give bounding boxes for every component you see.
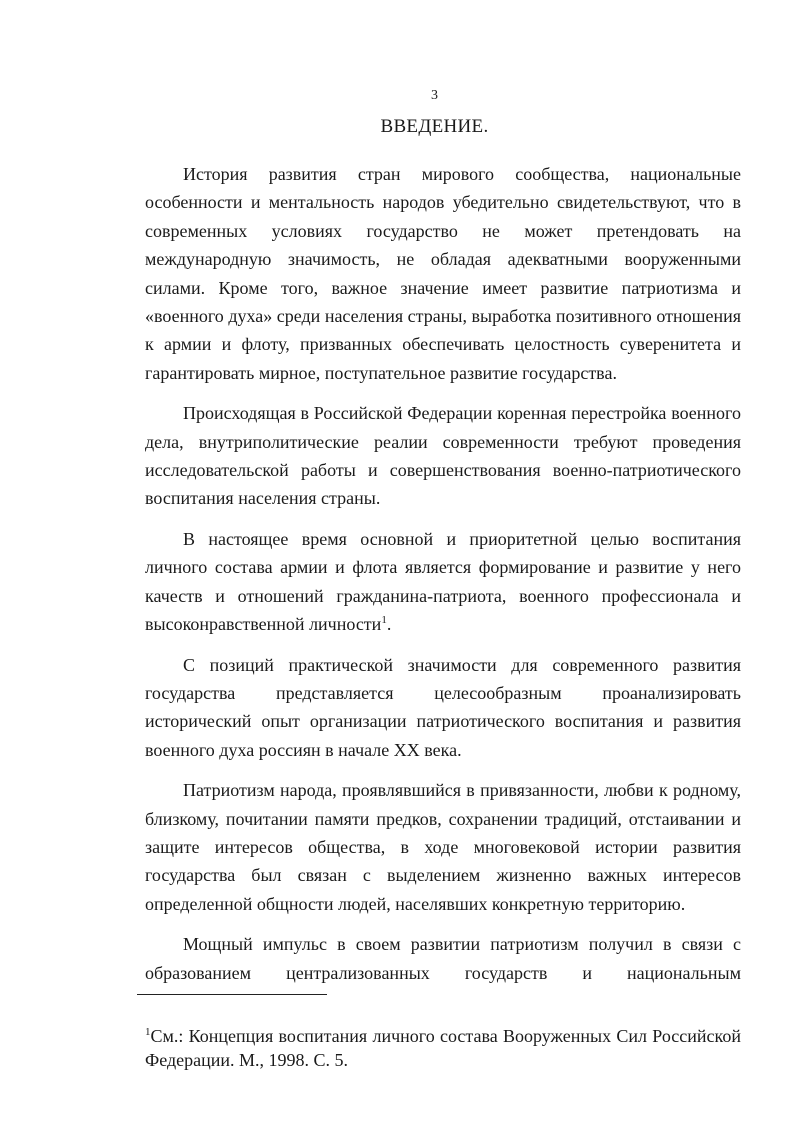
paragraph-3-tail: .	[386, 614, 392, 635]
footnote-divider	[137, 994, 327, 995]
paragraph-2: Происходящая в Российской Федерации коренная перестройка военного дела, внутриполитические реалии современности требуют проведения исследовательской работы и совершенствования военно-патриотического воспитания населения страны.	[145, 403, 741, 509]
footnote-text-line	[145, 1024, 741, 1072]
section-heading: ВВЕДЕНИЕ.	[380, 116, 489, 137]
paragraph-3	[145, 525, 741, 639]
footnote-marker: 1	[145, 1026, 151, 1038]
paragraph-5: Патриотизм народа, проявлявшийся в привязанности, любви к родному, близкому, почитании памяти предков, сохранении традиций, отстаивании и защите интересов общества, в ходе многовековой истории развития государства был связан с выделением жизненно важных интересов определенной общности людей, населявших конкретную территорию.	[145, 780, 741, 914]
paragraph-6: Мощный импульс в своем развитии патриотизм получил в связи с образованием централизованных государств и национальным	[145, 934, 741, 983]
page-number: 3	[431, 88, 438, 103]
paragraph-3-text: В настоящее время основной и приоритетной целью воспитания личного состава армии и флота является формирование и развитие у него качеств и отношений гражданина-патриота, военного профессионала и высоконравственной личности	[145, 528, 741, 635]
body-text	[145, 160, 741, 999]
footnote	[145, 1024, 741, 1072]
paragraph-1: История развития стран мирового сообщества, национальные особенности и ментальность народов убедительно свидетельствуют, что в современных условиях государство не может претендовать на международную значимость, не обладая адекватными вооруженными силами. Кроме того, важное значение имеет развитие патриотизма и «военного духа» среди населения страны, выработка позитивного отношения к армии и флоту, призванных обеспечивать целостность суверенитета и гарантировать мирное, поступательное развитие государства.	[145, 164, 741, 383]
footnote-reference[interactable]: 1	[381, 614, 387, 627]
footnote-text: См.: Концепция воспитания личного состава Вооруженных Сил Российской Федерации. М., 1998. С. 5.	[145, 1026, 741, 1070]
paragraph-4: С позиций практической значимости для современного развития государства представляется целесообразным проанализировать исторический опыт организации патриотического воспитания и развития военного духа россиян в начале XX века.	[145, 654, 741, 760]
